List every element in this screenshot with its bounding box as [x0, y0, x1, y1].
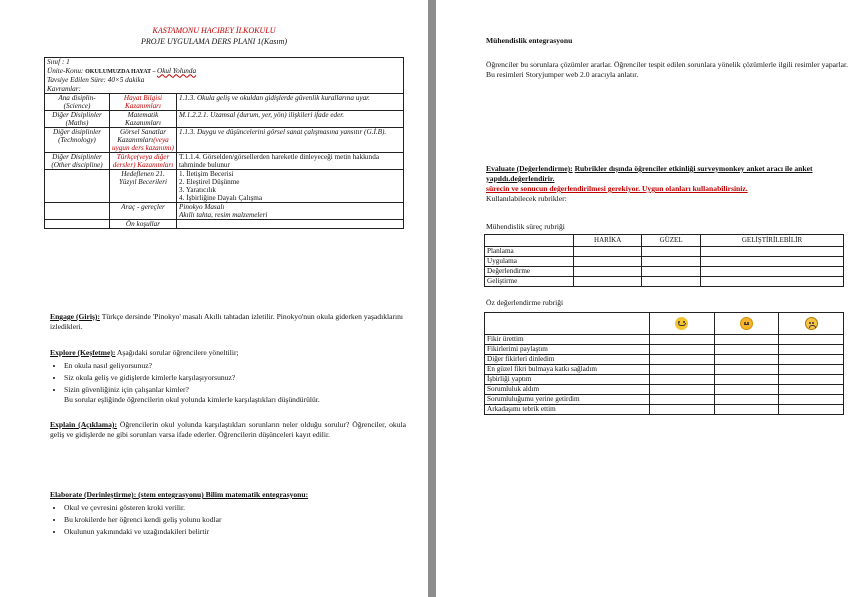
process-rubric-title: Mühendislik süreç rubriği	[486, 222, 565, 231]
explain-section: Explain (Açıklama): Öğrencilerin okul yolunda karşılaştıkları sorunların neler olduğu sorulur? Öğrenciler, okula geliş ve gidişlerde ne gibi sorunları varsa ifade ederler. Öğrencilerin düşünceleri kayıt edilir.	[50, 420, 407, 439]
subject-cell: Hayat Bilgisi Kazanımları	[110, 94, 177, 111]
list-item: • En okula nasıl geliyorsunuz?	[64, 361, 406, 371]
page-gap	[428, 0, 436, 597]
outcome-cell: 1.1.3. Duygu ve düşüncelerini görsel sanat çalışmasına yansıtır (G.İ.B).	[177, 128, 404, 153]
sad-face-icon	[805, 317, 818, 330]
self-rubric-title: Öz değerlendirme rubriği	[486, 298, 564, 307]
evaluate-section: Evaluate (Değerlendirme): Rubrikler dışında öğrenciler etkinliği surveymonkey anket aracı ile anket yapıldı.değerlendirir. sürecin ve sonucun değerlendirilmesi gerekiyor. Uygun olanları kullanabilirsiniz. Kullanılabilecek rubrikler:	[486, 164, 813, 203]
table-row	[45, 220, 404, 229]
subject-cell: Matematik Kazanımları	[110, 111, 177, 128]
table-row	[45, 128, 404, 153]
table-row: Uygulama	[485, 257, 844, 267]
skills-list: 1. İletişim Becerisi 2. Eleştirel Düşünme 3. Yaratıcılık 4. İşbirliğine Dayalı Çalışma	[177, 170, 404, 203]
list-item: • Siz okula geliş ve gidişlerde kimlerle karşılaşıyorsunuz?	[64, 373, 406, 383]
list-item: • Okul ve çevresini gösteren kroki verilir.	[64, 503, 406, 513]
table-row: İşbirliği yaptım	[485, 375, 844, 385]
process-rubric-table: HARİKA GÜZEL GELİŞTİRİLEBİLİR Planlama Uygulama Değerlendirme Geliştirme	[484, 234, 844, 287]
table-row	[45, 153, 404, 170]
list-item: • Sizin güvenliğiniz için çalışanlar kimler?	[64, 385, 406, 395]
class-level: Sınıf : 1	[47, 58, 70, 66]
concepts: Kavramlar:	[47, 84, 81, 93]
subject-cell: Türkçe(veya diğer dersler) Kazanımları	[110, 153, 177, 170]
table-row: Diğer fikirleri dinledim	[485, 355, 844, 365]
list-item: • Bu krokilerde her öğrenci kendi geliş yolunu kodlar	[64, 515, 406, 525]
subject-cell: Görsel Sanatlar Kazanımları(veya uygun ders kazanımı)	[110, 128, 177, 153]
happy-face-icon	[675, 317, 688, 330]
list-item: • Okulunun yakınındaki ve uzağındakileri belirtir	[64, 527, 406, 537]
table-row: En güzel fikri bulmaya katkı sağladım	[485, 365, 844, 375]
engineering-text: Öğrenciler bu sorunlara çözümler ararlar. Öğrenciler tespit edilen sorunlara yönelik çözümlerle ilgili resimler yaparlar. Bu resimleri Storyjumper web 2.0 aracıyla anlatır.	[486, 60, 848, 79]
elaborate-section: Elaborate (Derinleştirme): (stem entegrasyonu) Bilim matematik entegrasyonu: • Okul ve çevresini gösteren kroki verilir. • Bu krokilerde her öğrenci kendi geliş yolunu kodlar • Okulunun yakınındaki ve uzağındakileri belirtir	[50, 490, 406, 539]
discipline-cell: Diğer disiplinler (Technology)	[45, 128, 110, 153]
self-rubric-table	[484, 312, 844, 415]
table-row: Sorumluluğumu yerine getirdim	[485, 395, 844, 405]
discipline-cell: Diğer Disiplinler (Maths)	[45, 111, 110, 128]
table-row: Değerlendirme	[485, 267, 844, 277]
table-row	[45, 94, 404, 111]
table-row	[45, 111, 404, 128]
plan-title: PROJE UYGULAMA DERS PLANI 1(Kasım)	[140, 37, 288, 46]
document-page-right	[436, 0, 865, 597]
explore-section: Explore (Keşfetme): Aşağıdaki sorular öğrencilere yöneltilir; • En okula nasıl geliyorsunuz? • Siz okula geliş ve gidişlerde kimlerle karşılaşıyorsunuz? • Sizin güvenliğiniz için çalışanlar kimler? Bu sorular eşliğinde öğrencilerin okul yolunda kimlerle karşılaştıkları düşündürülür.	[50, 348, 406, 405]
engage-section: Engage (Giriş): Türkçe dersinde 'Pinokyo' masalı Akıllı tahtadan izletilir. Pinokyo'nun okula giderken yaşadıklarını izledikleri.	[50, 312, 404, 331]
school-title: KASTAMONU HACIBEY İLKOKULU	[152, 26, 276, 35]
lesson-info-cell	[45, 58, 404, 94]
table-row	[45, 203, 404, 220]
engineering-heading: Mühendislik entegrasyonu	[486, 36, 573, 45]
unit-topic: Ünite-Konu: OKULUMUZDA HAYAT – Okul Yolunda	[47, 66, 197, 75]
materials-label: Araç - gereçler	[110, 203, 177, 220]
table-row: Fikir ürettim	[485, 335, 844, 345]
outcome-cell: T.1.1.4. Görselden/görsellerden hareketle dinleyeceği metin hakkında tahminde bulunur	[177, 153, 404, 170]
duration: Tavsiye Edilen Süre: 40×5 dakika	[47, 76, 145, 84]
skills-label: Hedeflenen 21. Yüzyıl Becerileri	[110, 170, 177, 203]
neutral-face-icon	[740, 317, 753, 330]
discipline-cell: Ana disiplin-(Science)	[45, 94, 110, 111]
table-row: Arkadaşımı tebrik ettim	[485, 405, 844, 415]
prerequisites-label: Ön koşullar	[110, 220, 177, 229]
table-row: Fikirlerimi paylaştım	[485, 345, 844, 355]
discipline-cell: Diğer Disiplinler (Other discipline)	[45, 153, 110, 170]
lesson-plan-table	[44, 57, 404, 229]
table-row: Geliştirme	[485, 277, 844, 287]
materials-list: Pinokyo Masalı Akıllı tahta, resim malzemeleri	[177, 203, 404, 220]
document-page-left	[0, 0, 428, 597]
table-row: Sorumluluk aldım	[485, 385, 844, 395]
table-row	[45, 170, 404, 203]
table-row: Planlama	[485, 247, 844, 257]
outcome-cell: 1.1.3. Okula geliş ve okuldan gidişlerde güvenlik kurallarına uyar.	[177, 94, 404, 111]
outcome-cell: M.1.2.2.1. Uzamsal (durum, yer, yön) ilişkileri ifade eder.	[177, 111, 404, 128]
